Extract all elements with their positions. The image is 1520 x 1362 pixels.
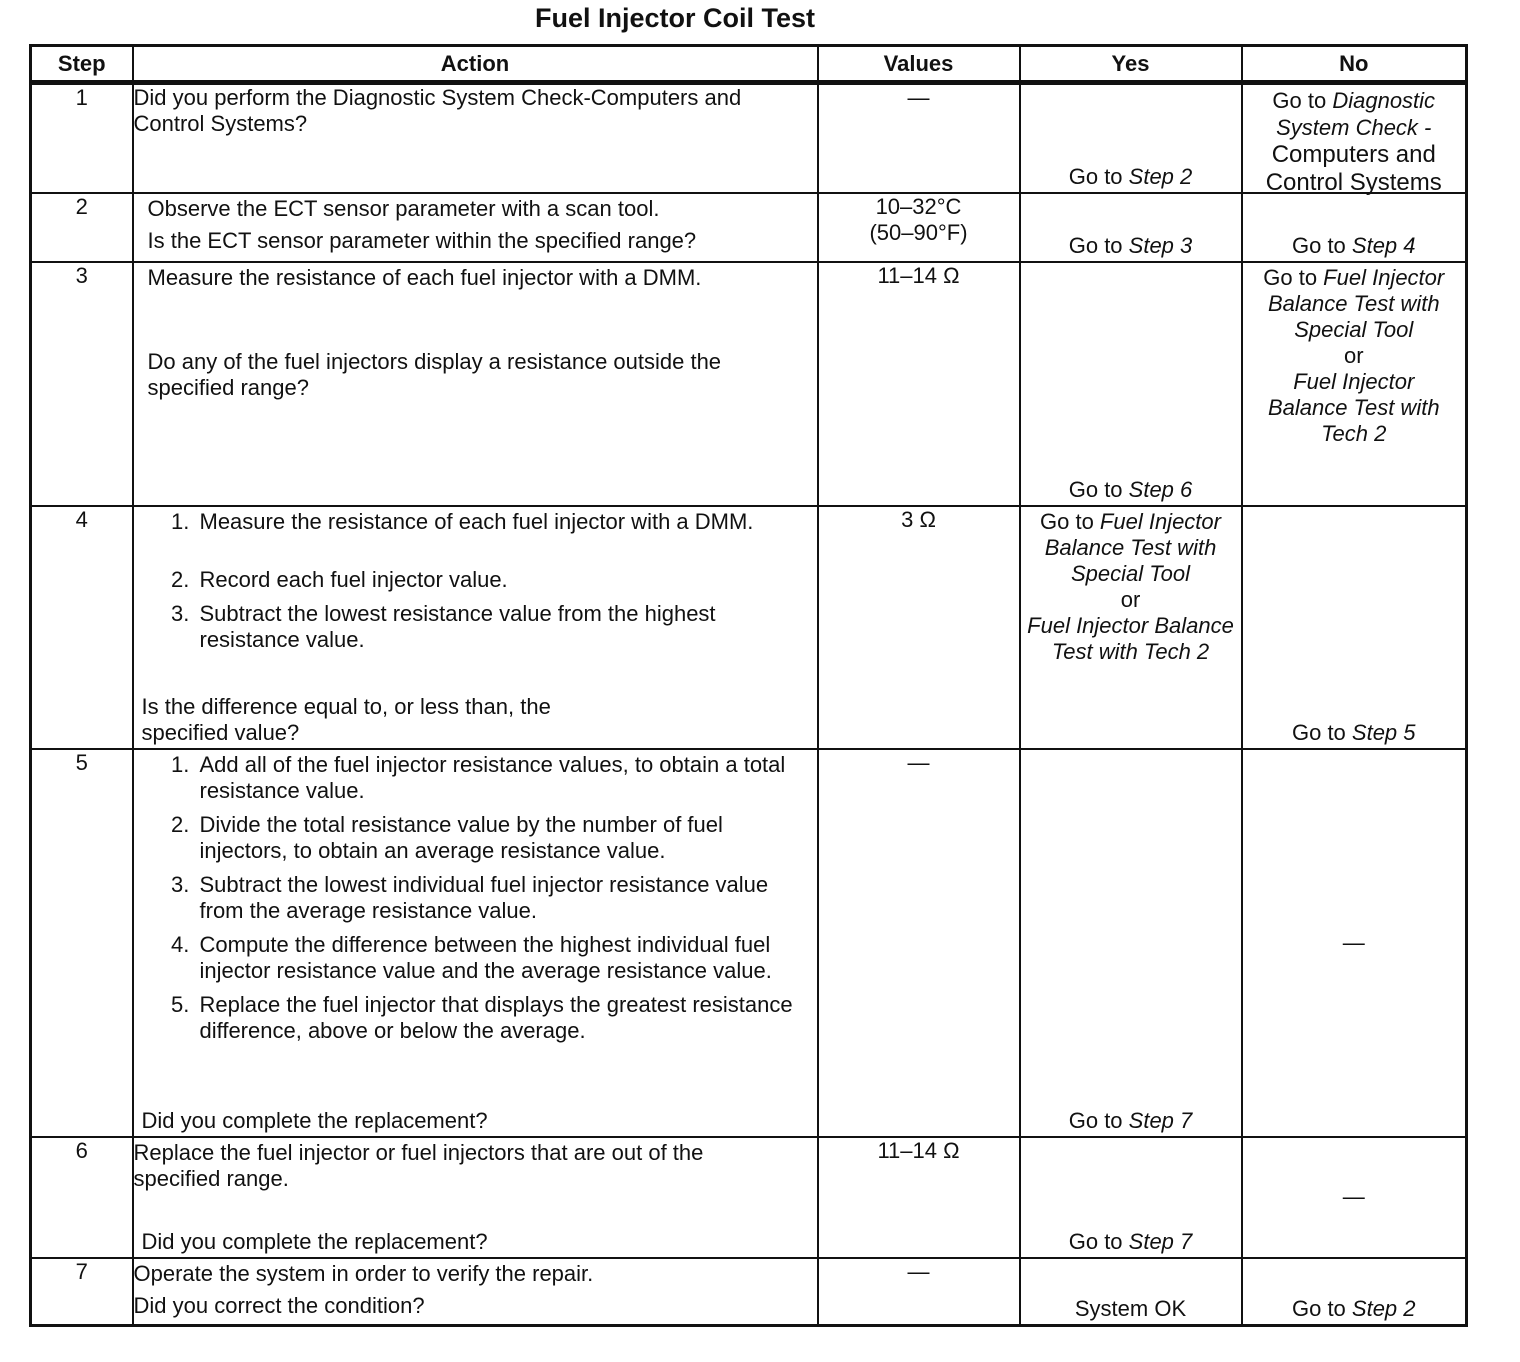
list-item: 3. Subtract the lowest resistance value from the highest resistance value. [196, 601, 817, 653]
yes-link[interactable]: Step 2 [1128, 163, 1193, 189]
step-number: 5 [31, 749, 133, 1137]
yes-cell [1020, 749, 1242, 1137]
no-cell [1242, 1258, 1467, 1326]
values-cell [818, 193, 1020, 262]
action-question: Is the difference equal to, or less than, the specified value? [141, 693, 551, 745]
table-row [31, 1258, 1467, 1326]
values-cell: 11–14 Ω [818, 1137, 1020, 1258]
header-row [31, 46, 1467, 83]
yes-prefix: Go to [1068, 1107, 1129, 1133]
action-question: Is the ECT sensor parameter within the specified range? [147, 227, 697, 253]
values-line-2: (50–90°F) [869, 219, 968, 245]
header-action: Action [133, 46, 818, 83]
yes-text: System OK [1074, 1296, 1187, 1321]
action-question: Did you complete the replacement? [141, 1107, 488, 1133]
no-cell [1242, 506, 1467, 749]
action-question: Did you correct the condition? [133, 1292, 425, 1318]
yes-prefix: Go to [1068, 232, 1129, 258]
yes-prefix: Go to [1040, 508, 1100, 534]
no-prefix: Go to [1291, 1296, 1352, 1321]
list-item: 2. Record each fuel injector value. [196, 567, 817, 593]
no-cell [1242, 262, 1467, 506]
table-row [31, 83, 1467, 193]
list-item: 5. Replace the fuel injector that displays the greatest resistance difference, above or below the average. [196, 992, 817, 1044]
page-title: Fuel Injector Coil Test [534, 3, 816, 33]
no-rest[interactable]: Computers and Control Systems [1265, 141, 1442, 196]
step-number: 1 [31, 83, 133, 193]
action-cell [133, 193, 818, 262]
no-prefix: Go to [1272, 88, 1333, 113]
no-link[interactable]: Step 4 [1351, 232, 1416, 258]
step-number: 3 [31, 262, 133, 506]
action-cell [133, 83, 818, 193]
list-item: 2. Divide the total resistance value by the number of fuel injectors, to obtain an average resistance value. [196, 812, 817, 864]
values-cell: 3 Ω [818, 506, 1020, 749]
header-values: Values [818, 46, 1020, 83]
no-cell [1242, 83, 1467, 196]
yes-link[interactable]: Step 3 [1128, 232, 1193, 258]
yes-link[interactable]: Step 7 [1128, 1228, 1193, 1254]
values-cell: — [818, 83, 1020, 193]
no-link[interactable]: Step 5 [1351, 719, 1416, 745]
table-row [31, 193, 1467, 262]
no-prefix: Go to [1291, 232, 1352, 258]
yes-cell [1020, 193, 1242, 262]
no-prefix: Go to [1263, 264, 1324, 290]
action-text: Operate the system in order to verify the repair. [133, 1260, 594, 1286]
action-steps [134, 752, 817, 1044]
list-item: 1. Measure the resistance of each fuel injector with a DMM. [196, 509, 817, 535]
yes-prefix: Go to [1068, 476, 1129, 502]
action-text: Did you perform the Diagnostic System Check-Computers and Control Systems? [133, 85, 742, 136]
action-question: Do any of the fuel injectors display a resistance outside the specified range? [147, 348, 722, 400]
header-step: Step [31, 46, 133, 83]
no-link[interactable]: Step 2 [1351, 1296, 1416, 1321]
no-link-1[interactable]: Fuel Injector Balance Test with Special Tool [1267, 264, 1445, 342]
yes-or: or [1120, 586, 1141, 612]
table-row [31, 262, 1467, 506]
header-yes: Yes [1020, 46, 1242, 83]
yes-cell [1020, 262, 1242, 506]
no-cell: — [1242, 1137, 1467, 1258]
action-cell [133, 749, 818, 1137]
list-item: 3. Subtract the lowest individual fuel injector resistance value from the average resistance value. [196, 872, 817, 924]
no-prefix: Go to [1291, 719, 1352, 745]
action-cell [133, 1258, 818, 1326]
action-cell [133, 1137, 818, 1258]
yes-link-1[interactable]: Fuel Injector Balance Test with Special Tool [1044, 508, 1221, 586]
list-item: 1. Add all of the fuel injector resistance values, to obtain a total resistance value. [196, 752, 817, 804]
yes-link-2[interactable]: Fuel Injector Balance Test with Tech 2 [1027, 612, 1234, 664]
values-cell: 11–14 Ω [818, 262, 1020, 506]
yes-cell [1020, 1137, 1242, 1258]
action-steps [134, 509, 817, 653]
yes-cell [1020, 1258, 1242, 1326]
values-line-1: 10–32°C [875, 193, 962, 219]
action-text: Measure the resistance of each fuel injector with a DMM. [147, 264, 702, 290]
step-number: 6 [31, 1137, 133, 1258]
values-cell: — [818, 1258, 1020, 1326]
action-text: Observe the ECT sensor parameter with a scan tool. [147, 195, 660, 221]
yes-link[interactable]: Step 7 [1128, 1107, 1193, 1133]
table-row [31, 749, 1467, 1137]
header-no: No [1242, 46, 1467, 83]
step-number: 4 [31, 506, 133, 749]
values-cell: — [818, 749, 1020, 1137]
step-number: 2 [31, 193, 133, 262]
no-link-2[interactable]: Fuel Injector Balance Test with Tech 2 [1267, 368, 1440, 446]
no-cell [1242, 193, 1467, 262]
action-text: Replace the fuel injector or fuel injectors that are out of the specified range. [133, 1139, 704, 1191]
table-row [31, 506, 1467, 749]
no-link[interactable]: Diagnostic System Check - [1276, 88, 1436, 140]
step-number: 7 [31, 1258, 133, 1326]
action-cell [133, 506, 818, 749]
yes-prefix: Go to [1068, 1228, 1129, 1254]
no-cell: — [1242, 749, 1467, 1137]
no-or: or [1343, 342, 1364, 368]
action-cell [133, 262, 818, 506]
yes-cell [1020, 83, 1242, 193]
yes-cell [1020, 506, 1242, 749]
yes-prefix: Go to [1068, 163, 1129, 189]
diagnostic-table [29, 44, 1468, 1327]
list-item: 4. Compute the difference between the highest individual fuel injector resistance value and the average resistance value. [196, 932, 817, 984]
table-row [31, 1137, 1467, 1258]
yes-link[interactable]: Step 6 [1128, 476, 1193, 502]
action-question: Did you complete the replacement? [141, 1228, 488, 1254]
